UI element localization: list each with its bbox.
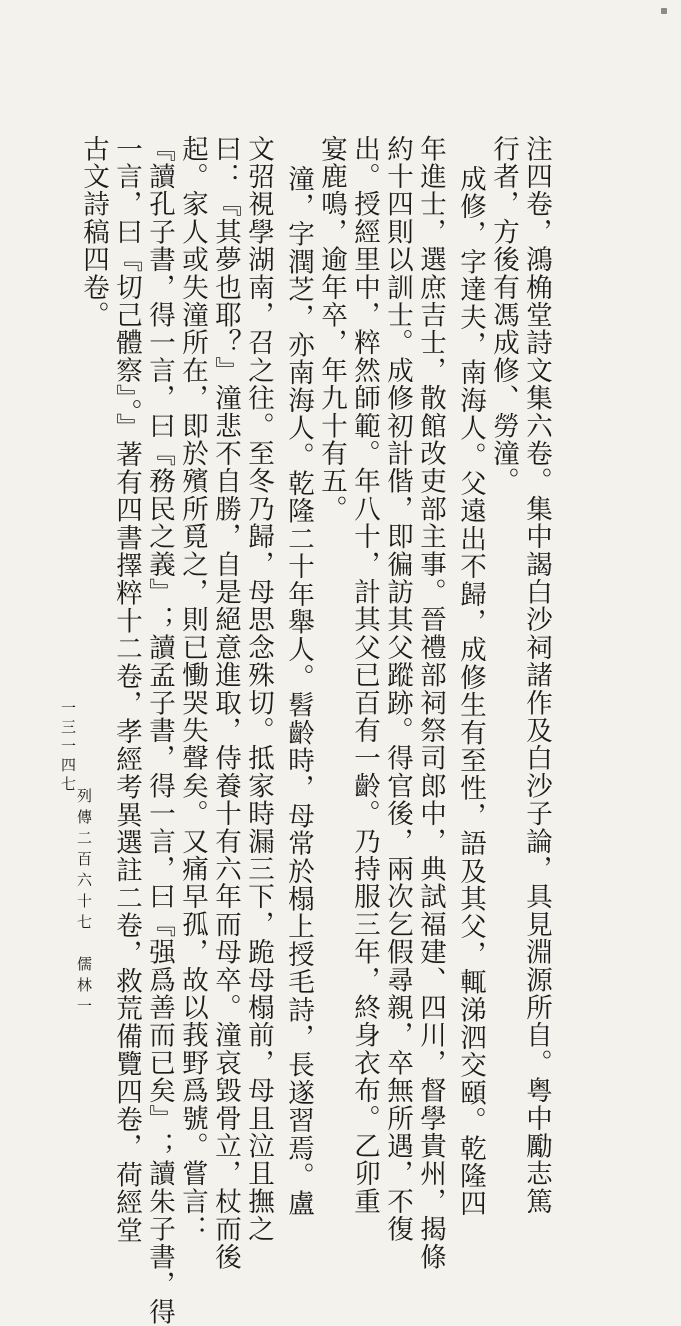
text-column-13: 一言，曰『切己體察』。』著有四書擇粹十二卷，孝經考異選註二卷，救荒備覽四卷，荷經堂 — [111, 135, 142, 1245]
running-head: 列傳二百六十七 儒林一 — [75, 788, 93, 1019]
text-column-6: 出。授經里中，粹然師範。年八十，計其父已百有一齡。乃持服三年，終身衣布。乙卯重 — [349, 135, 380, 1216]
text-column-7: 宴鹿鳴，逾年卒，年九十有五。 — [316, 135, 347, 523]
text-column-1: 注四卷，鴻桷堂詩文集六卷。集中謁白沙祠諸作及白沙子論，具見淵源所自。粤中勵志篤 — [521, 135, 552, 1216]
text-column-14: 古文詩稿四卷。 — [78, 135, 109, 329]
text-column-2: 行者，方後有馮成修、勞潼。 — [488, 135, 519, 496]
scan-speck — [661, 8, 667, 14]
text-column-11: 起。家人或失潼所在，即於殯所覓之，則已慟哭失聲矣。又痛早孤，故以莪野爲號。嘗言： — [177, 135, 208, 1243]
text-column-8: 潼，字潤芝，亦南海人。乾隆二十年舉人。髫齡時，母常於榻上授毛詩，長遂習焉。盧 — [283, 165, 314, 1218]
page-number: 一三一四七 — [59, 700, 77, 795]
text-column-12: 『讀孔子書，得一言，曰『務民之義』；讀孟子書，得一言，曰『强爲善而已矣』；讀朱子書，得 — [144, 135, 175, 1326]
text-column-10: 曰：『其夢也耶？』潼悲不自勝，自是絕意進取，侍養十有六年而母卒。潼哀毀骨立，杖而後 — [210, 135, 241, 1271]
text-column-3: 成修，字達夫，南海人。父遠出不歸，成修生有至性，語及其父，輒涕泗交頤。乾隆四 — [455, 165, 486, 1218]
text-column-4: 年進士，選庶吉士，散館改吏部主事。晉禮部祠祭司郎中，典試福建、四川，督學貴州，揭條 — [415, 135, 446, 1271]
text-column-5: 約十四則以訓士。成修初計偕，即徧訪其父蹤跡。得官後，兩次乞假尋親，卒無所遇，不復 — [382, 135, 413, 1243]
text-column-9: 文弨視學湖南，召之往。至冬乃歸，母思念殊切。抵家時漏三下，跪母榻前，母且泣且撫之 — [243, 135, 274, 1243]
